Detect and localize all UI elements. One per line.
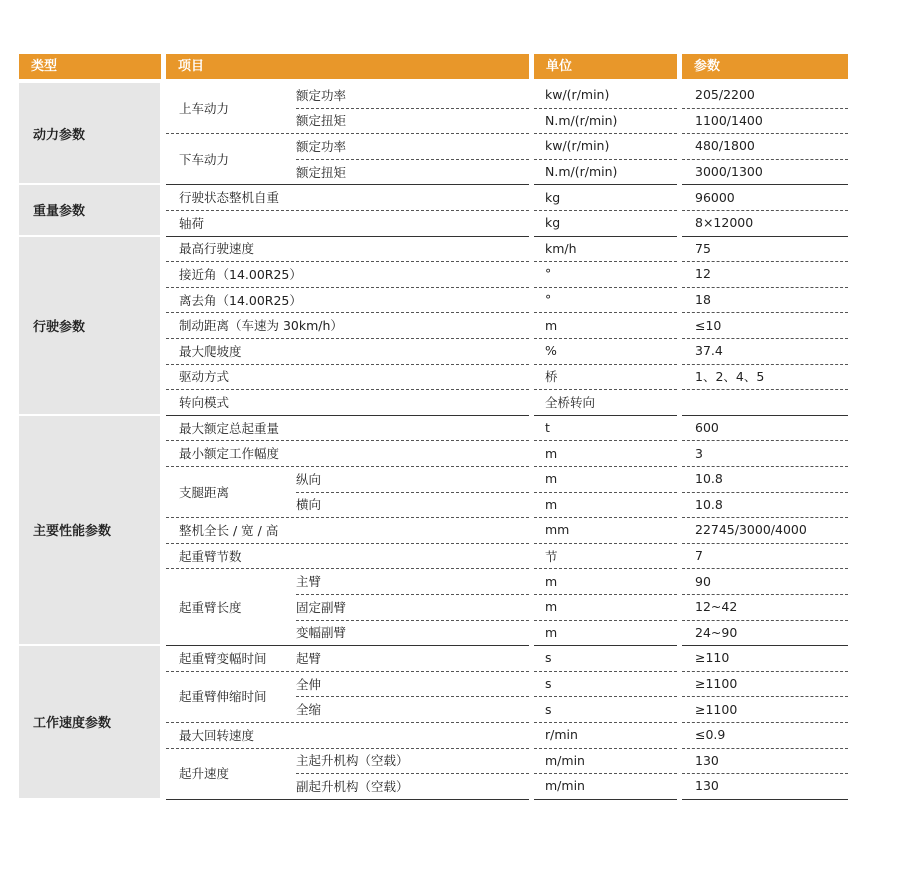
unit-cell: 全桥转向: [545, 394, 596, 410]
item-label: 行驶状态整机自重: [179, 190, 280, 206]
unit-cell: N.m/(r/min): [545, 164, 618, 180]
unit-cell: m: [545, 445, 558, 461]
item-label: 转向模式: [179, 394, 230, 410]
sub-item-label: 额定功率: [296, 87, 347, 103]
header-unit: 单位: [534, 54, 677, 79]
value-cell: 37.4: [695, 343, 723, 359]
value-cell: 96000: [695, 189, 735, 205]
value-cell: 600: [695, 420, 719, 436]
row-separator: [166, 671, 529, 672]
row-separator: [166, 338, 529, 339]
item-label: 起重臂节数: [179, 548, 242, 564]
value-cell: ≥110: [695, 650, 730, 666]
row-separator: [534, 671, 677, 672]
item-label: 轴荷: [179, 215, 205, 231]
sub-item-label: 起臂: [296, 650, 322, 666]
sub-item-label: 额定功率: [296, 138, 347, 154]
value-cell: 18: [695, 292, 711, 308]
unit-cell: kw/(r/min): [545, 87, 610, 103]
row-separator: [166, 287, 529, 288]
unit-cell: m: [545, 624, 558, 640]
row-separator: [682, 440, 848, 441]
value-cell: 3000/1300: [695, 164, 763, 180]
value-cell: 12~42: [695, 599, 738, 615]
row-separator: [166, 568, 529, 569]
sub-item-label: 主臂: [296, 574, 322, 590]
row-separator: [534, 287, 677, 288]
category-label: 重量参数: [19, 185, 160, 234]
sub-item-label: 副起升机构（空载）: [296, 778, 409, 794]
unit-cell: °: [545, 266, 552, 282]
value-cell: 24~90: [695, 624, 738, 640]
value-cell: ≤0.9: [695, 727, 726, 743]
row-separator: [166, 722, 529, 723]
row-separator: [166, 466, 529, 467]
column-gap: [161, 82, 166, 801]
unit-cell: kg: [545, 189, 561, 205]
value-cell: 10.8: [695, 471, 723, 487]
sub-item-label: 主起升机构（空载）: [296, 753, 409, 769]
value-cell: ≤10: [695, 317, 722, 333]
item-label: 上车动力: [179, 100, 230, 116]
item-label: 离去角（14.00R25）: [179, 292, 302, 308]
sub-item-label: 固定副臂: [296, 599, 347, 615]
sub-item-label: 全缩: [296, 702, 322, 718]
item-label: 起重臂伸缩时间: [179, 689, 267, 705]
item-label: 起重臂变幅时间: [179, 650, 267, 666]
unit-cell: °: [545, 292, 552, 308]
unit-cell: %: [545, 343, 557, 359]
item-label: 最大回转速度: [179, 727, 255, 743]
row-separator: [296, 696, 529, 697]
value-cell: 205/2200: [695, 87, 755, 103]
category-label: 行驶参数: [19, 237, 160, 414]
row-separator: [166, 517, 529, 518]
unit-cell: km/h: [545, 240, 577, 256]
category-label: 动力参数: [19, 83, 160, 183]
value-cell: 7: [695, 548, 703, 564]
unit-cell: s: [545, 676, 552, 692]
row-separator: [682, 543, 848, 544]
unit-cell: m/min: [545, 752, 585, 768]
unit-cell: m: [545, 599, 558, 615]
category-divider: [166, 799, 848, 800]
row-separator: [166, 440, 529, 441]
header-param: 参数: [682, 54, 848, 79]
item-label: 整机全长 / 宽 / 高: [179, 522, 279, 538]
unit-cell: 节: [545, 548, 558, 564]
row-separator: [166, 210, 529, 211]
category-label: 工作速度参数: [19, 646, 160, 798]
item-label: 最小额定工作幅度: [179, 446, 280, 462]
value-cell: 8×12000: [695, 215, 754, 231]
header-item: 项目: [166, 54, 529, 79]
unit-cell: mm: [545, 522, 570, 538]
value-cell: ≥1100: [695, 676, 738, 692]
sub-item-label: 额定扭矩: [296, 164, 347, 180]
column-gap: [677, 82, 682, 801]
unit-cell: m: [545, 317, 558, 333]
value-cell: 3: [695, 445, 703, 461]
item-label: 支腿距离: [179, 484, 230, 500]
sub-item-label: 横向: [296, 497, 322, 513]
sub-item-label: 纵向: [296, 471, 322, 487]
value-cell: 22745/3000/4000: [695, 522, 807, 538]
category-divider: [166, 645, 848, 646]
item-label: 制动距离（车速为 30km/h）: [179, 318, 343, 334]
item-label: 最大额定总起重量: [179, 420, 280, 436]
category-label: 主要性能参数: [19, 416, 160, 644]
row-separator: [296, 492, 529, 493]
item-label: 接近角（14.00R25）: [179, 266, 302, 282]
unit-cell: kg: [545, 215, 561, 231]
row-separator: [166, 389, 529, 390]
unit-cell: r/min: [545, 727, 578, 743]
unit-cell: kw/(r/min): [545, 138, 610, 154]
value-cell: 10.8: [695, 496, 723, 512]
row-separator: [534, 261, 677, 262]
unit-cell: m: [545, 573, 558, 589]
unit-cell: m/min: [545, 778, 585, 794]
unit-cell: N.m/(r/min): [545, 112, 618, 128]
item-label: 最大爬坡度: [179, 343, 242, 359]
value-cell: ≥1100: [695, 701, 738, 717]
item-label: 下车动力: [179, 151, 230, 167]
row-separator: [166, 364, 529, 365]
unit-cell: s: [545, 701, 552, 717]
value-cell: 1100/1400: [695, 112, 763, 128]
item-label: 驱动方式: [179, 369, 230, 385]
unit-cell: m: [545, 496, 558, 512]
value-cell: 130: [695, 752, 719, 768]
value-cell: 75: [695, 240, 711, 256]
sub-item-label: 全伸: [296, 676, 322, 692]
unit-cell: s: [545, 650, 552, 666]
value-cell: 12: [695, 266, 711, 282]
item-label: 最高行驶速度: [179, 241, 255, 257]
unit-cell: 桥: [545, 369, 558, 385]
header-type: 类型: [19, 54, 161, 79]
row-separator: [534, 696, 677, 697]
unit-cell: m: [545, 471, 558, 487]
sub-item-label: 变幅副臂: [296, 625, 347, 641]
row-separator: [166, 261, 529, 262]
unit-cell: t: [545, 420, 550, 436]
sub-item-label: 额定扭矩: [296, 113, 347, 129]
item-label: 起升速度: [179, 766, 230, 782]
column-gap: [529, 82, 534, 801]
value-cell: 130: [695, 778, 719, 794]
value-cell: 480/1800: [695, 138, 755, 154]
item-label: 起重臂长度: [179, 599, 242, 615]
value-cell: 1、2、4、5: [695, 369, 765, 385]
category-divider: [166, 236, 848, 237]
row-separator: [166, 312, 529, 313]
value-cell: 90: [695, 573, 711, 589]
row-separator: [682, 389, 848, 390]
row-separator: [166, 133, 529, 134]
row-separator: [166, 543, 529, 544]
